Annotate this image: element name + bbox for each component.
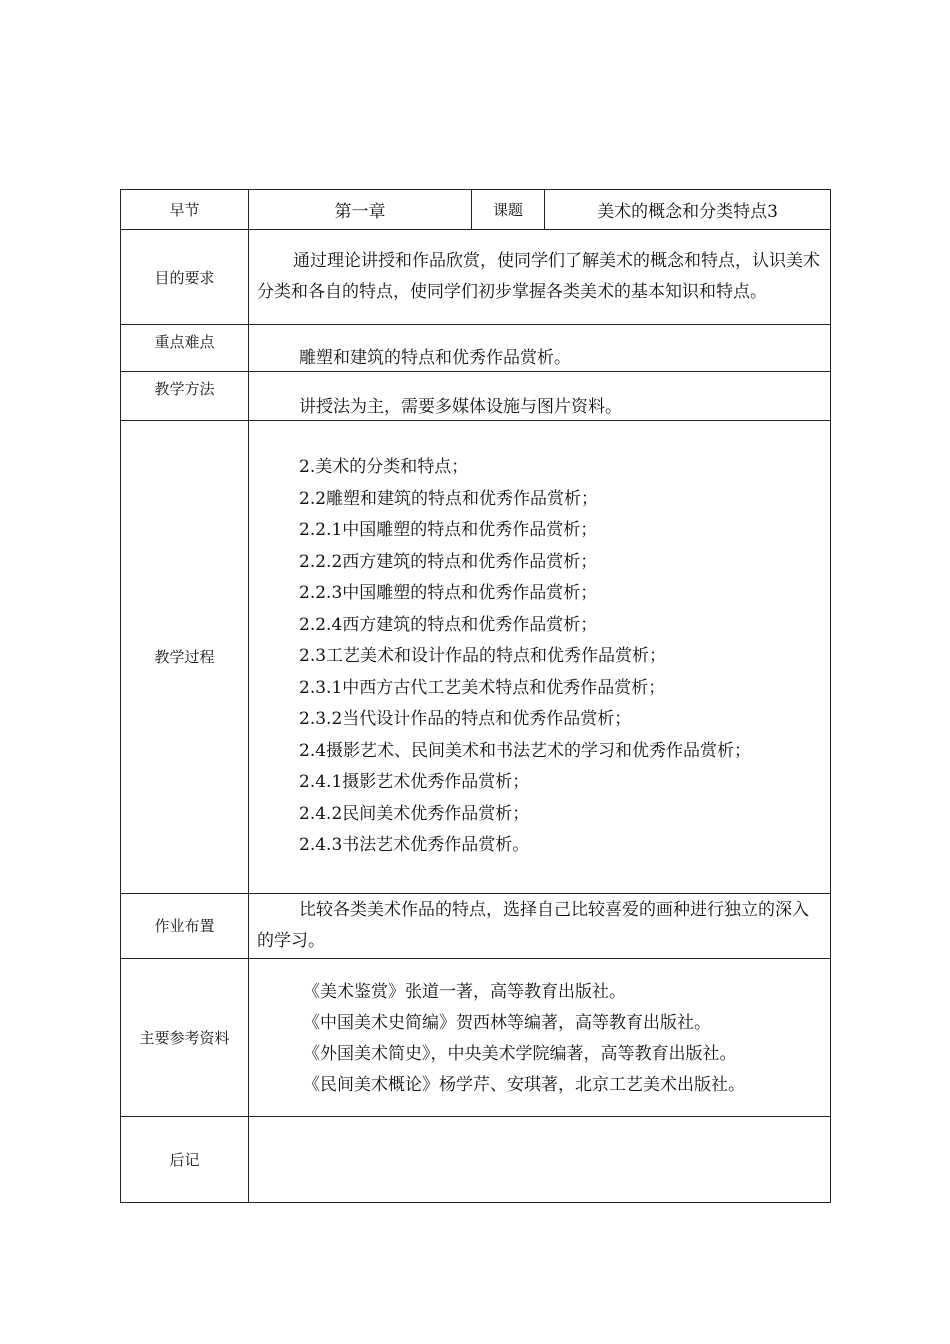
chapter-value: 第一章 xyxy=(249,190,472,230)
reference-item: 《民间美术概论》杨学芹、安琪著，北京工艺美术出版社。 xyxy=(303,1075,745,1095)
process-item: 2.美术的分类和特点； xyxy=(299,457,469,477)
reference-item: 《外国美术简史》，中央美术学院编著，高等教育出版社。 xyxy=(303,1044,737,1064)
references-content xyxy=(249,958,831,1116)
methods-text: 讲授法为主，需要多媒体设施与图片资料。 xyxy=(249,372,831,421)
references-label: 主要参考资料 xyxy=(121,958,249,1116)
objectives-text: 通过理论讲授和作品欣赏，使同学们了解美术的概念和特点，认识美术分类和各自的特点，使同学们初步掌握各类美术的基本知识和特点。 xyxy=(249,230,831,325)
objectives-label: 目的要求 xyxy=(121,230,249,325)
postscript-content xyxy=(249,1116,831,1202)
process-item: 2.3.2当代设计作品的特点和优秀作品赏析； xyxy=(299,709,632,729)
process-item: 2.4摄影艺术、民间美术和书法艺术的学习和优秀作品赏析； xyxy=(299,740,752,761)
reference-item: 《中国美术史简编》贺西林等编著，高等教育出版社。 xyxy=(303,1013,711,1033)
methods-row xyxy=(121,372,831,421)
process-item: 2.3.1中西方古代工艺美术特点和优秀作品赏析； xyxy=(299,677,666,698)
key-points-label: 重点难点 xyxy=(121,325,249,372)
postscript-label: 后记 xyxy=(121,1116,249,1202)
reference-item: 《美术鉴赏》张道一著，高等教育出版社。 xyxy=(303,982,626,1002)
process-item: 2.4.3书法艺术优秀作品赏析。 xyxy=(299,835,530,855)
process-item: 2.3工艺美术和设计作品的特点和优秀作品赏析； xyxy=(299,646,667,666)
homework-row xyxy=(121,893,831,958)
postscript-row xyxy=(121,1116,831,1202)
topic-value: 美术的概念和分类特点3 xyxy=(545,190,831,230)
homework-text: 比较各类美术作品的特点，选择自己比较喜爱的画种进行独立的深入的学习。 xyxy=(249,893,831,958)
header-row xyxy=(121,190,831,230)
references-row xyxy=(121,958,831,1116)
process-item: 2.2.2西方建筑的特点和优秀作品赏析； xyxy=(299,551,598,572)
homework-label: 作业布置 xyxy=(121,893,249,958)
lesson-plan-table xyxy=(120,189,831,1203)
process-item: 2.2.3中国雕塑的特点和优秀作品赏析； xyxy=(299,583,598,603)
process-label: 教学过程 xyxy=(121,421,249,894)
chapter-label: 早节 xyxy=(121,190,249,230)
process-item: 2.4.1摄影艺术优秀作品赏析； xyxy=(299,772,530,792)
process-item: 2.2雕塑和建筑的特点和优秀作品赏析； xyxy=(299,488,599,509)
key-points-row xyxy=(121,325,831,372)
process-content xyxy=(249,421,831,894)
topic-label: 课题 xyxy=(472,190,545,230)
process-row xyxy=(121,421,831,894)
key-points-text: 雕塑和建筑的特点和优秀作品赏析。 xyxy=(249,325,831,372)
process-item: 2.2.1中国雕塑的特点和优秀作品赏析； xyxy=(299,520,598,540)
methods-label: 教学方法 xyxy=(121,372,249,421)
process-item: 2.4.2民间美术优秀作品赏析； xyxy=(299,803,530,824)
process-item: 2.2.4西方建筑的特点和优秀作品赏析； xyxy=(299,614,598,635)
objectives-row xyxy=(121,230,831,325)
